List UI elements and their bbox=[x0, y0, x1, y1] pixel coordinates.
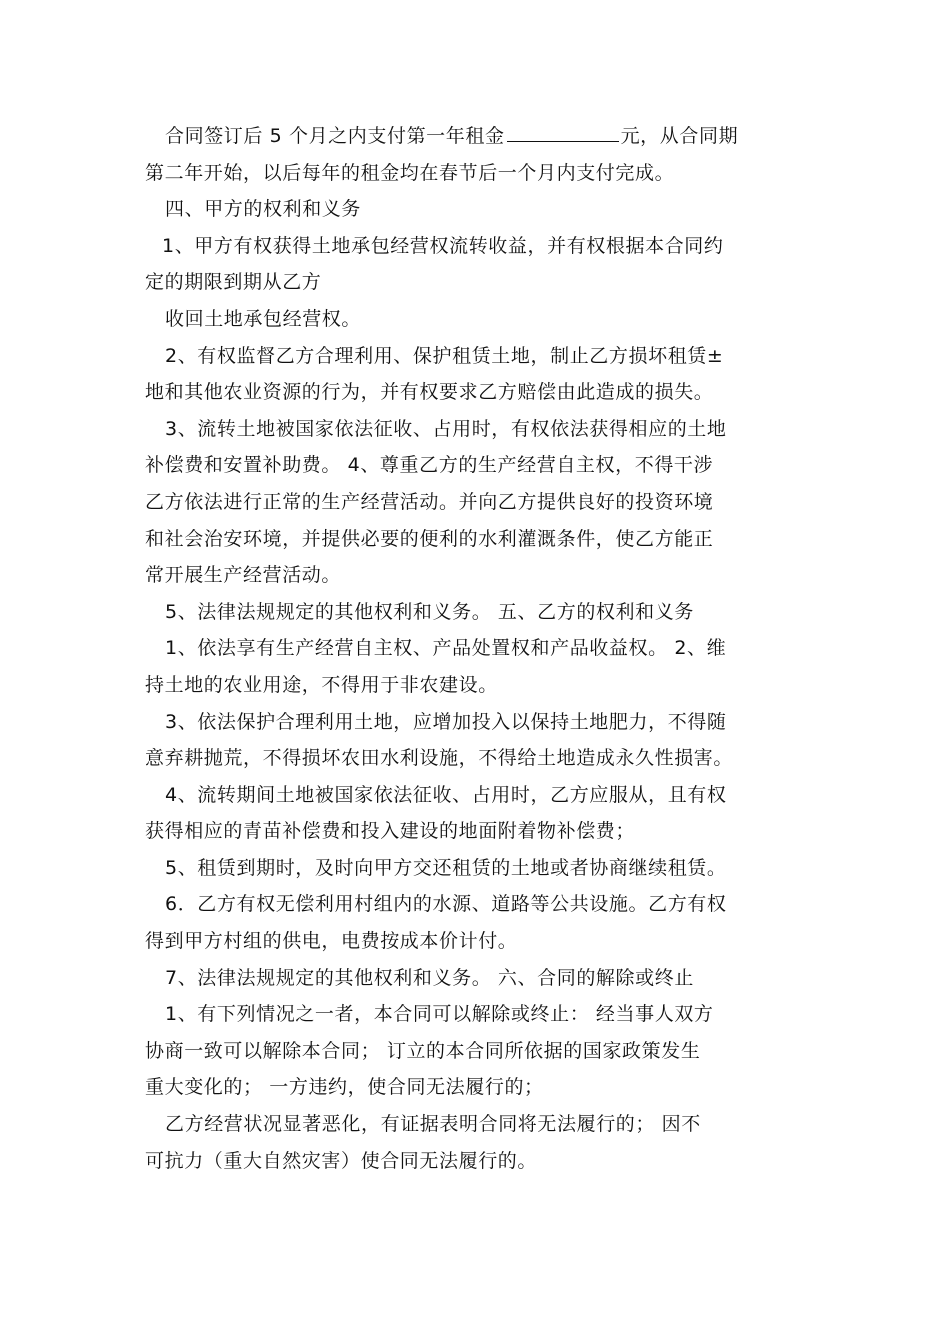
text-line: 协商一致可以解除本合同； 订立的本合同所依据的国家政策发生 bbox=[145, 1039, 701, 1062]
text-line: 5、租赁到期时，及时向甲方交还租赁的土地或者协商继续租赁。 bbox=[165, 856, 727, 879]
text-line: 补偿费和安置补助费。 4、尊重乙方的生产经营自主权，不得干涉 bbox=[145, 454, 714, 477]
text-line: 第二年开始，以后每年的租金均在春节后一个月内支付完成。 bbox=[145, 161, 675, 184]
text-line: 持土地的农业用途，不得用于非农建设。 bbox=[145, 673, 498, 696]
text-line: 3、流转土地被国家依法征收、占用时，有权依法获得相应的土地 bbox=[165, 417, 727, 440]
text-line: 重大变化的； 一方违约，使合同无法履行的； bbox=[145, 1076, 544, 1099]
text-line: 和社会治安环境，并提供必要的便利的水利灌溉条件，使乙方能正 bbox=[145, 527, 714, 550]
text-line: 可抗力（重大自然灾害）使合同无法履行的。 bbox=[145, 1149, 538, 1172]
text-line: 收回土地承包经营权。 bbox=[165, 307, 362, 330]
text-line: 定的期限到期从乙方 bbox=[145, 271, 322, 294]
text-line: 6．乙方有权无偿利用村组内的水源、道路等公共设施。乙方有权 bbox=[165, 893, 727, 916]
text-line: 获得相应的青苗补偿费和投入建设的地面附着物补偿费； bbox=[145, 820, 636, 843]
text-line: 意弃耕抛荒，不得损坏农田水利设施，不得给土地造成永久性损害。 bbox=[145, 747, 734, 770]
text-line: 2、有权监督乙方合理利用、保护租赁土地，制止乙方损坏租赁± bbox=[165, 344, 724, 367]
text-line: 4、流转期间土地被国家依法征收、占用时，乙方应服从，且有权 bbox=[165, 783, 727, 806]
text-line: 合同签订后 5 个月之内支付第一年租金 元，从合同期 bbox=[165, 125, 739, 147]
text-line: 1、有下列情况之一者，本合同可以解除或终止： 经当事人双方 bbox=[165, 1003, 714, 1026]
text-line: 5、法律法规规定的其他权利和义务。 五、乙方的权利和义务 bbox=[165, 600, 694, 623]
text-line: 地和其他农业资源的行为，并有权要求乙方赔偿由此造成的损失。 bbox=[145, 381, 714, 404]
text-line: 常开展生产经营活动。 bbox=[145, 564, 342, 587]
text-line: 得到甲方村组的供电，电费按成本价计付。 bbox=[145, 930, 518, 953]
text-line: 乙方经营状况显著恶化，有证据表明合同将无法履行的； 因不 bbox=[165, 1113, 701, 1136]
blank-underline bbox=[507, 123, 619, 142]
text-line: 乙方依法进行正常的生产经营活动。并向乙方提供良好的投资环境 bbox=[145, 490, 714, 513]
text-line: 7、法律法规规定的其他权利和义务。 六、合同的解除或终止 bbox=[165, 966, 694, 989]
document-body bbox=[145, 118, 810, 1179]
section-heading: 四、甲方的权利和义务 bbox=[165, 198, 362, 221]
text-line: 1、依法享有生产经营自主权、产品处置权和产品收益权。 2、维 bbox=[165, 637, 727, 660]
text-line: 3、依法保护合理利用土地，应增加投入以保持土地肥力，不得随 bbox=[165, 710, 727, 733]
text-line: 1、甲方有权获得土地承包经营权流转收益，并有权根据本合同约 bbox=[162, 234, 724, 257]
